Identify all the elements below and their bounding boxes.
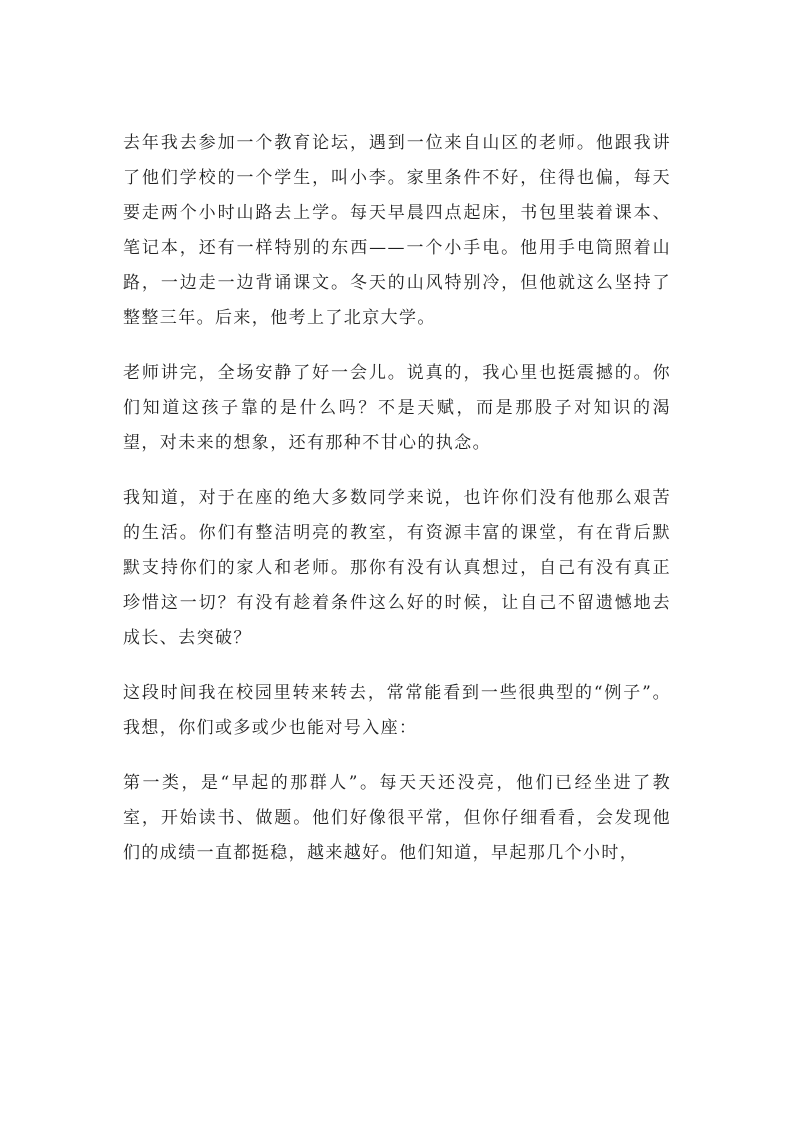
paragraph-3: 我知道，对于在座的绝大多数同学来说，也许你们没有他那么艰苦的生活。你们有整洁明亮的教室，有资源丰富的课堂，有在背后默默支持你们的家人和老师。那你有没有认真想过，自己有没有真正珍惜这一切？有没有趁着条件这么好的时候，让自己不留遗憾地去成长、去突破？ — [123, 488, 671, 648]
paragraph-2: 老师讲完，全场安静了好一会儿。说真的，我心里也挺震撼的。你们知道这孩子靠的是什么吗？不是天赋，而是那股子对知识的渴望，对未来的想象，还有那种不甘心的执念。 — [123, 363, 671, 453]
paragraph-5: 第一类，是“早起的那群人”。每天天还没亮，他们已经坐进了教室，开始读书、做题。他们好像很平常，但你仔细看看，会发现他们的成绩一直都挺稳，越来越好。他们知道，早起那几个小时， — [123, 773, 671, 863]
paragraph-1: 去年我去参加一个教育论坛，遇到一位来自山区的老师。他跟我讲了他们学校的一个学生，叫小李。家里条件不好，住得也偏，每天要走两个小时山路去上学。每天早晨四点起床，书包里装着课本、笔记本，还有一样特别的东西——一个小手电。他用手电筒照着山路，一边走一边背诵课文。冬天的山风特别冷，但他就这么坚持了整整三年。后来，他考上了北京大学。 — [123, 133, 671, 328]
document-body — [123, 126, 671, 891]
paragraph-4: 这段时间我在校园里转来转去，常常能看到一些很典型的“例子”。我想，你们或多或少也能对号入座： — [123, 683, 671, 738]
